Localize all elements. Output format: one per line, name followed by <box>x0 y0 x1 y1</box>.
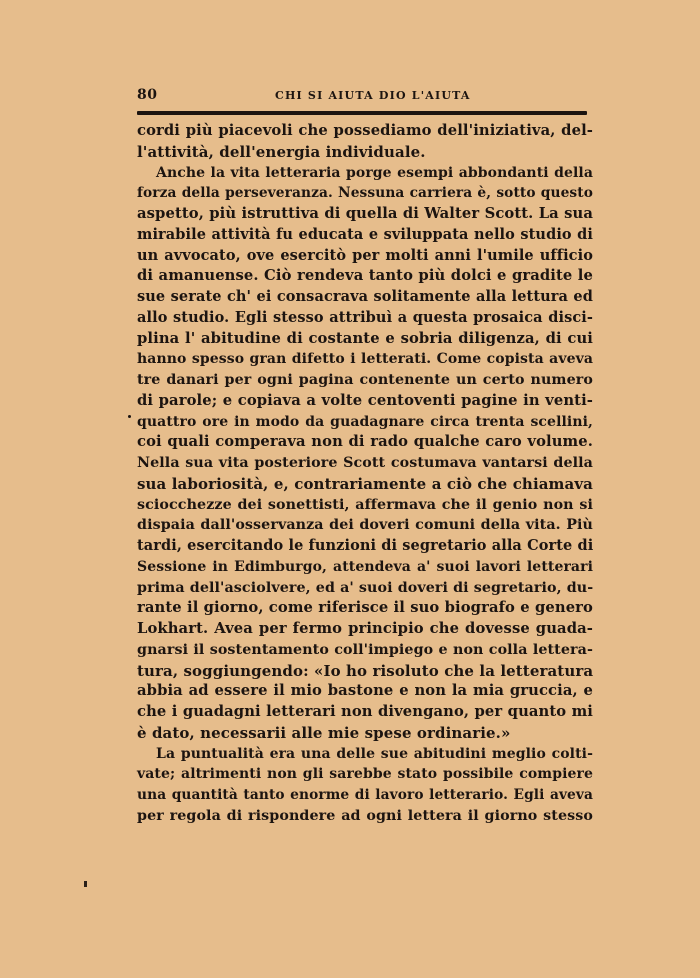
text-line: per regola di rispondere ad ogni lettera il giorno stesso <box>137 807 593 824</box>
text-line: hanno spesso gran difetto i letterati. Come copista aveva <box>137 351 593 368</box>
page-number: 80 <box>137 87 158 103</box>
page-header <box>137 87 587 107</box>
text-line: un avvocato, ove esercitò per molti anni l'umile ufficio <box>137 246 593 264</box>
text-line: quattro ore in modo da guadagnare circa trenta scellini, <box>137 413 593 430</box>
text-line: l'attività, dell'energia individuale. <box>137 142 426 161</box>
text-line: una quantità tanto enorme di lavoro letterario. Egli aveva <box>137 787 593 803</box>
text-line: mirabile attività fu educata e sviluppata nello studio di <box>137 225 593 243</box>
text-line: Sessione in Edimburgo, attendeva a' suoi lavori letterari <box>137 558 593 575</box>
text-line: aspetto, più istruttiva di quella di Walter Scott. La sua <box>137 205 593 222</box>
text-line: Lokhart. Avea per fermo principio che dovesse guada- <box>137 620 593 637</box>
text-line: sua laboriosità, e, contrariamente a ciò che chiamava <box>137 474 593 493</box>
text-line: abbia ad essere il mio bastone e non la mia gruccia, e <box>137 682 593 700</box>
text-line: sciocchezze dei sonettisti, affermava che il genio non si <box>137 496 593 513</box>
text-line: di amanuense. Ciò rendeva tanto più dolci e gradite le <box>137 267 593 285</box>
text-line: Nella sua vita posteriore Scott costumava vantarsi della <box>137 455 593 471</box>
text-line: tre danari per ogni pagina contenente un certo numero <box>137 372 593 388</box>
text-line: tura, soggiungendo: «Io ho risoluto che la letteratura <box>137 661 594 680</box>
text-line: tardi, esercitando le funzioni di segretario alla Corte di <box>137 537 594 554</box>
text-line: Anche la vita letteraria porge esempi abbondanti della <box>156 164 593 181</box>
body-text <box>137 121 593 827</box>
stray-mark <box>84 881 87 887</box>
text-line: prima dell'asciolvere, ed a' suoi doveri di segretario, du- <box>137 579 594 596</box>
text-line: vate; altrimenti non gli sarebbe stato possibile compiere <box>137 766 593 783</box>
text-line: gnarsi il sostentamento coll'impiego e non colla lettera- <box>137 641 593 658</box>
text-line: La puntualità era una delle sue abitudini meglio colti- <box>156 745 593 762</box>
text-line: cordi più piacevoli che possediamo dell'iniziativa, del- <box>137 122 593 139</box>
text-line: sue serate ch' ei consacrava solitamente alla lettura ed <box>137 288 593 305</box>
text-line: forza della perseveranza. Nessuna carriera è, sotto questo <box>137 185 593 202</box>
text-line: allo studio. Egli stesso attribuì a questa prosaica disci- <box>137 308 593 326</box>
text-line: rante il giorno, come riferisce il suo biografo e genero <box>137 599 593 617</box>
text-line: è dato, necessarii alle mie spese ordinarie.» <box>137 723 511 742</box>
text-line: coi quali comperava non di rado qualche caro volume. <box>137 433 593 451</box>
text-line: di parole; e copiava a volte centoventi pagine in venti- <box>137 391 593 409</box>
text-line: dispaia dall'osservanza dei doveri comuni della vita. Più <box>137 517 593 534</box>
margin-mark <box>128 415 131 418</box>
text-line: che i guadagni letterari non divengano, per quanto mi <box>137 703 593 720</box>
running-title: CHI SI AIUTA DIO L'AIUTA <box>275 89 471 102</box>
header-rule <box>137 111 587 115</box>
text-line: plina l' abitudine di costante e sobria diligenza, di cui <box>137 329 593 347</box>
